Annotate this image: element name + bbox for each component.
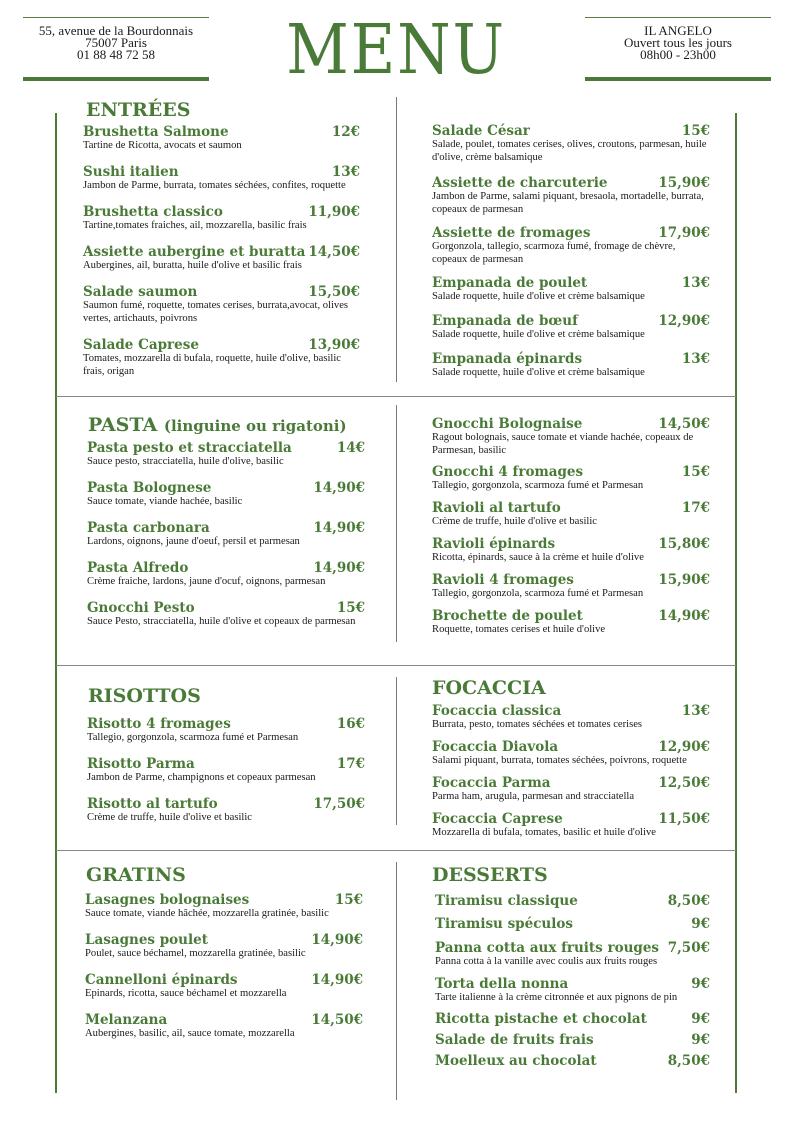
- menu-item-price: 15€: [334, 892, 363, 908]
- menu-item: [87, 440, 365, 469]
- menu-item-description: Epinards, ricotta, sauce béchamel et mozzarella: [85, 988, 287, 999]
- section-title-pasta: [88, 414, 347, 437]
- right-border: [735, 113, 737, 1093]
- menu-item-price: 15,90€: [658, 175, 710, 191]
- divider-entrees-pasta: [56, 396, 736, 397]
- menu-item-name: Lasagnes poulet: [85, 932, 208, 948]
- menu-item: [432, 775, 710, 804]
- menu-item-name: Assiette aubergine et buratta: [83, 244, 306, 260]
- menu-item-description: Crème fraiche, lardons, jaune d'ocuf, oignons, parmesan: [87, 576, 326, 587]
- menu-item-name: Focaccia classica: [432, 703, 562, 719]
- menu-item-name: Focaccia Caprese: [432, 811, 563, 827]
- menu-item-name: Tiramisu classique: [435, 893, 578, 909]
- menu-item-price: 11,50€: [658, 811, 710, 827]
- menu-title: MENU: [286, 11, 506, 90]
- menu-item-name: Empanada de bœuf: [432, 313, 578, 329]
- menu-item-name: Moelleux au chocolat: [435, 1053, 597, 1069]
- center-divider-2: [396, 405, 397, 642]
- menu-item-name: Gnocchi 4 fromages: [432, 464, 584, 480]
- menu-item: [87, 520, 365, 549]
- menu-item-name: Risotto 4 fromages: [87, 716, 231, 732]
- menu-item: [432, 416, 710, 457]
- menu-item-description: Sauce pesto, stracciatella, huile d'olive, basilic: [87, 456, 284, 467]
- menu-item-price: 12,90€: [658, 739, 710, 755]
- menu-item-description: Aubergines, basilic, ail, sauce tomate, mozzarella: [85, 1028, 295, 1039]
- menu-item-name: Pasta Bolognese: [87, 480, 212, 496]
- menu-item-price: 15€: [681, 464, 710, 480]
- menu-item-description: Jambon de Parme, burrata, tomates séchées, confites, roquette: [83, 180, 346, 191]
- address-city: 75007 Paris: [85, 35, 147, 50]
- menu-item: [87, 716, 365, 745]
- menu-item-name: Melanzana: [85, 1012, 168, 1028]
- menu-item-price: 15,90€: [658, 572, 710, 588]
- address-phone: 01 88 48 72 58: [77, 47, 155, 62]
- menu-item-description: Tarte italienne à la crème citronnée et aux pignons de pin: [435, 992, 678, 1003]
- left-border: [55, 113, 57, 1093]
- menu-item-description: Ricotta, épinards, sauce à la crème et huile d'olive: [432, 552, 644, 563]
- menu-item: [432, 811, 710, 840]
- pasta-subtitle: (linguine ou rigatoni): [163, 417, 347, 435]
- menu-item: [432, 464, 710, 493]
- menu-item-price: 14,90€: [311, 932, 363, 948]
- menu-item: [432, 608, 710, 637]
- menu-item: [87, 560, 365, 589]
- menu-item: [435, 916, 710, 932]
- menu-item: [83, 204, 360, 233]
- menu-item-name: Gnocchi Bolognaise: [432, 416, 583, 432]
- menu-item-description: Mozzarella di bufala, tomates, basilic et huile d'olive: [432, 827, 657, 838]
- menu-item: [432, 351, 710, 380]
- menu-item: [432, 313, 710, 342]
- menu-item-name: Gnocchi Pesto: [87, 600, 195, 616]
- menu-item-description: Saumon fumé, roquette, tomates cerises, burrata,avocat, olives vertes, artichauts, poivrons: [83, 300, 349, 324]
- menu-item: [83, 337, 360, 378]
- info-block: [585, 17, 771, 81]
- menu-item-price: 14,90€: [313, 520, 365, 536]
- menu-item-price: 13€: [681, 703, 710, 719]
- section-title-gratins: GRATINS: [86, 864, 186, 886]
- menu-item-name: Salade de fruits frais: [435, 1032, 594, 1048]
- menu-item-name: Brushetta Salmone: [83, 124, 229, 140]
- menu-item-name: Pasta Alfredo: [87, 560, 189, 576]
- menu-item-price: 17€: [336, 756, 365, 772]
- menu-item-name: Focaccia Parma: [432, 775, 551, 791]
- opening-days: Ouvert tous les jours: [624, 35, 732, 50]
- menu-item-name: Ricotta pistache et chocolat: [435, 1011, 647, 1027]
- menu-item-price: 12,90€: [658, 313, 710, 329]
- menu-item-name: Pasta pesto et stracciatella: [87, 440, 292, 456]
- menu-item: [83, 244, 360, 273]
- menu-item-description: Aubergines, ail, buratta, huile d'olive et basilic frais: [83, 260, 302, 271]
- menu-item: [87, 600, 365, 629]
- menu-item: [432, 536, 710, 565]
- menu-item-description: Crème de truffe, huile d'olive et basilic: [87, 812, 252, 823]
- address-street: 55, avenue de la Bourdonnais: [38, 23, 194, 38]
- menu-item-price: 13€: [681, 275, 710, 291]
- menu-item: [435, 1011, 710, 1027]
- section-title-desserts: DESSERTS: [432, 864, 548, 886]
- menu-item-price: 16€: [336, 716, 365, 732]
- menu-item-description: Salade, poulet, tomates cerises, olives, croutons, parmesan, huile d'olive, crème balsamique: [432, 139, 707, 163]
- menu-item-description: Poulet, sauce béchamel, mozzarella gratinée, basilic: [85, 948, 306, 959]
- menu-item: [83, 284, 360, 325]
- menu-item-price: 8,50€: [667, 893, 710, 909]
- menu-item-description: Tallegio, gorgonzola, scarmoza fumé et Parmesan: [432, 588, 644, 599]
- menu-item-name: Empanada de poulet: [432, 275, 588, 291]
- menu-item-price: 15€: [336, 600, 365, 616]
- menu-item-price: 14,90€: [313, 480, 365, 496]
- menu-item-description: Gorgonzola, tallegio, scarmoza fumé, fromage de chèvre, copeaux de parmesan: [432, 241, 676, 265]
- menu-item-description: Crème de truffe, huile d'olive et basilic: [432, 516, 597, 527]
- menu-item-name: Risotto Parma: [87, 756, 195, 772]
- menu-item-name: Sushi italien: [83, 164, 179, 180]
- menu-item-price: 8,50€: [667, 1053, 710, 1069]
- menu-item: [87, 796, 365, 825]
- menu-item-name: Assiette de charcuterie: [432, 175, 608, 191]
- menu-item-name: Salade César: [432, 123, 530, 139]
- menu-item: [435, 893, 710, 909]
- menu-item: [435, 1053, 710, 1069]
- menu-item: [432, 175, 710, 216]
- menu-item: [432, 123, 710, 164]
- menu-item-price: 14,90€: [658, 608, 710, 624]
- menu-item-price: 17,90€: [658, 225, 710, 241]
- menu-item-name: Risotto al tartufo: [87, 796, 218, 812]
- menu-item-name: Focaccia Diavola: [432, 739, 559, 755]
- menu-item-price: 9€: [691, 916, 710, 932]
- menu-item-description: Tallegio, gorgonzola, scarmoza fumé et Parmesan: [432, 480, 644, 491]
- menu-item-price: 9€: [691, 1011, 710, 1027]
- opening-hours: 08h00 - 23h00: [640, 47, 716, 62]
- menu-item-name: Ravioli 4 fromages: [432, 572, 574, 588]
- menu-item-price: 11,90€: [308, 204, 360, 220]
- menu-item-price: 12€: [331, 124, 360, 140]
- menu-item-name: Salade saumon: [83, 284, 198, 300]
- menu-item: [432, 703, 710, 732]
- menu-item-description: Tallegio, gorgonzola, scarmoza fumé et Parmesan: [87, 732, 299, 743]
- menu-item-description: Tartine de Ricotta, avocats et saumon: [83, 140, 242, 151]
- menu-item-name: Brochette de poulet: [432, 608, 583, 624]
- menu-item: [83, 164, 360, 193]
- info-bottom-rule: [585, 77, 771, 81]
- menu-item-price: 13€: [331, 164, 360, 180]
- menu-item: [85, 932, 363, 961]
- menu-item-name: Brushetta classico: [83, 204, 223, 220]
- menu-item-description: Jambon de Parme, salami piquant, bresaola, mortadelle, burrata, copeaux de parmesan: [432, 191, 704, 215]
- menu-item: [432, 500, 710, 529]
- menu-item: [435, 976, 710, 1005]
- menu-item-name: Lasagnes bolognaises: [85, 892, 250, 908]
- menu-item-description: Salade roquette, huile d'olive et crème balsamique: [432, 367, 645, 378]
- menu-item-description: Panna cotta à la vanille avec coulis aux fruits rouges: [435, 956, 658, 967]
- menu-item: [432, 739, 710, 768]
- address-bottom-rule: [23, 77, 209, 81]
- menu-item-price: 14,50€: [311, 1012, 363, 1028]
- menu-item-description: Salami piquant, burrata, tomates séchées, poivrons, roquette: [432, 755, 687, 766]
- menu-item: [432, 275, 710, 304]
- menu-item-price: 9€: [691, 976, 710, 992]
- menu-item: [83, 124, 360, 153]
- menu-item-price: 14,90€: [311, 972, 363, 988]
- menu-item-price: 14,50€: [658, 416, 710, 432]
- info-top-rule: [585, 17, 771, 18]
- menu-item: [432, 225, 710, 266]
- menu-item: [87, 756, 365, 785]
- menu-item-description: Sauce tomate, viande hachée, basilic: [87, 496, 243, 507]
- menu-item-price: 13,90€: [308, 337, 360, 353]
- menu-item-name: Cannelloni épinards: [85, 972, 238, 988]
- menu-item: [87, 480, 365, 509]
- menu-item-price: 15€: [681, 123, 710, 139]
- menu-item-description: Salade roquette, huile d'olive et crème balsamique: [432, 329, 645, 340]
- menu-item-price: 7,50€: [667, 940, 710, 956]
- menu-item-description: Tartine,tomates fraiches, ail, mozzarella, basilic frais: [83, 220, 307, 231]
- menu-item: [435, 1032, 710, 1048]
- menu-item-name: Ravioli al tartufo: [432, 500, 561, 516]
- divider-risottos-gratins: [56, 850, 736, 851]
- restaurant-name: IL ANGELO: [644, 23, 712, 38]
- address-block: [23, 17, 209, 81]
- menu-item-name: Torta della nonna: [435, 976, 569, 992]
- section-title-risottos: RISOTTOS: [88, 685, 201, 707]
- menu-item-name: Empanada épinards: [432, 351, 583, 367]
- center-divider-1: [396, 97, 397, 382]
- section-title-entrees: ENTRÉES: [86, 99, 191, 121]
- menu-item-description: Burrata, pesto, tomates séchées et tomates cerises: [432, 719, 643, 730]
- menu-item-description: Jambon de Parme, champignons et copeaux parmesan: [87, 772, 316, 783]
- menu-item-name: Assiette de fromages: [432, 225, 591, 241]
- menu-item-price: 14,90€: [313, 560, 365, 576]
- menu-item: [432, 572, 710, 601]
- menu-item-price: 9€: [691, 1032, 710, 1048]
- menu-item-name: Panna cotta aux fruits rouges: [435, 940, 660, 956]
- divider-pasta-risottos: [56, 665, 736, 666]
- menu-item-description: Salade roquette, huile d'olive et crème balsamique: [432, 291, 645, 302]
- menu-item-description: Sauce tomate, viande hâchée, mozzarella gratinée, basilic: [85, 908, 329, 919]
- menu-item-name: Ravioli épinards: [432, 536, 556, 552]
- menu-item-price: 14€: [336, 440, 365, 456]
- menu-item-name: Tiramisu spéculos: [435, 916, 573, 932]
- menu-item-price: 13€: [681, 351, 710, 367]
- menu-item-description: Ragout bolognais, sauce tomate et viande hachée, copeaux de Parmesan, basilic: [432, 432, 694, 456]
- menu-item-description: Tomates, mozzarella di bufala, roquette, huile d'olive, basilic frais, origan: [83, 353, 341, 377]
- menu-item-name: Salade Caprese: [83, 337, 199, 353]
- section-title-focaccia: FOCACCIA: [432, 677, 546, 699]
- menu-item-description: Lardons, oignons, jaune d'oeuf, persil et parmesan: [87, 536, 300, 547]
- menu-item-price: 15,50€: [308, 284, 360, 300]
- pasta-title: PASTA: [88, 414, 158, 436]
- menu-item: [85, 892, 363, 921]
- menu-item-description: Parma ham, arugula, parmesan and stracciatella: [432, 791, 635, 802]
- menu-item-price: 17,50€: [313, 796, 365, 812]
- menu-item-price: 17€: [681, 500, 710, 516]
- menu-item: [85, 972, 363, 1001]
- menu-item: [85, 1012, 363, 1041]
- menu-item-price: 15,80€: [658, 536, 710, 552]
- menu-item: [435, 940, 710, 969]
- menu-item-description: Sauce Pesto, stracciatella, huile d'olive et copeaux de parmesan: [87, 616, 356, 627]
- menu-item-price: 12,50€: [658, 775, 710, 791]
- menu-item-price: 14,50€: [308, 244, 360, 260]
- menu-item-name: Pasta carbonara: [87, 520, 210, 536]
- address-top-rule: [23, 17, 209, 18]
- center-divider-4: [396, 862, 397, 1100]
- menu-item-description: Roquette, tomates cerises et huile d'olive: [432, 624, 606, 635]
- center-divider-3: [396, 677, 397, 825]
